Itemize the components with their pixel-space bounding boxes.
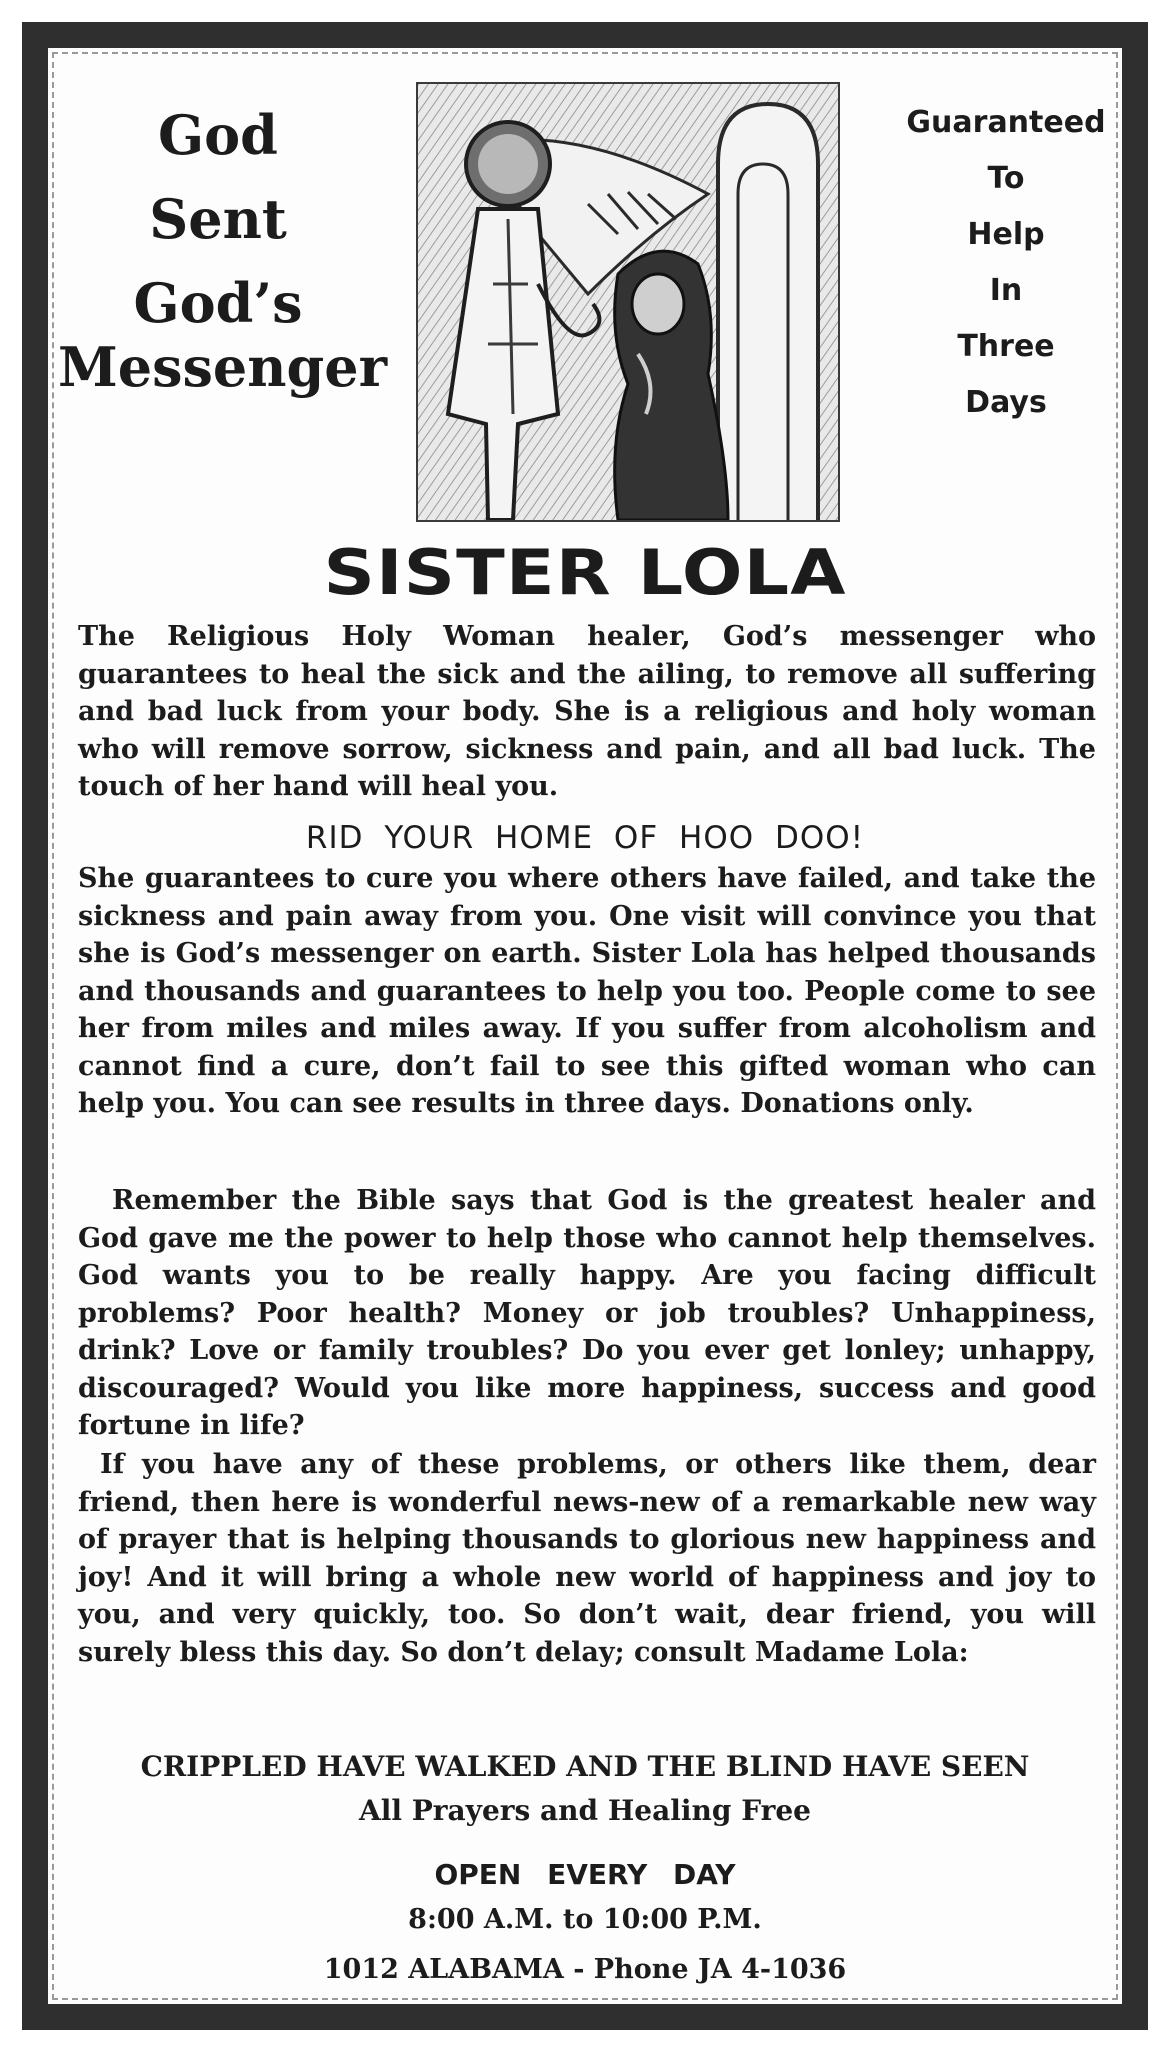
right-heading-line: In [989,273,1023,308]
problems-paragraph: If you have any of these problems, or others like them, dear friend, then here is wonderful news-new of a remarkable new way of prayer that is helping thousands to glorious new happiness and joy! And it will bring a whole new world of happiness and joy to you, and very quickly, too. So don’t wait, dear friend, you will surely bless this day. So don’t delay; consult Madame Lola: [78,1449,1096,1668]
left-heading-line: Messenger [58,335,388,399]
bible-paragraph: Remember the Bible says that God is the greatest healer and God gave me the power to help those who cannot help themselves. God wants you to be really happy. Are you facing difficult problems? Poor health? Money or job troubles? Unhappiness, drink? Love or family troubles? Do you ever get lonley; unhappy, discouraged? Would you like more happiness, success and good fortune in life? [78,1185,1096,1441]
right-heading-line: Guaranteed [906,105,1106,140]
prayers-line: All Prayers and Healing Free [358,1794,811,1827]
right-heading-line: Help [967,217,1045,252]
open-hours-heading: OPEN EVERY DAY [434,1858,736,1891]
claim-line: CRIPPLED HAVE WALKED AND THE BLIND HAVE SEEN [140,1750,1030,1783]
right-heading-line: To [987,161,1025,196]
left-heading-line: God [158,103,278,167]
guarantee-paragraph: She guarantees to cure you where others have failed, and take the sickness and pain away from you. One visit will convince you that she is God’s messenger on earth. Sister Lola has helped thousands and thousands and guarantees to help you too. People come to see her from miles and miles away. If you suffer from alcoholism and cannot find a cure, don’t fail to see this gifted woman who can help you. You can see results in three days. Donations only. [78,863,1096,1119]
right-heading-line: Three [957,329,1055,364]
ad-title: SISTER LOLA [323,536,847,609]
hours-line: 8:00 A.M. to 10:00 P.M. [408,1904,762,1935]
hoodoo-subheading: RID YOUR HOME OF HOO DOO! [305,820,865,856]
right-heading [896,105,1116,444]
left-heading-line: Sent [149,187,287,251]
left-heading [58,103,388,424]
advertisement [22,22,1148,2030]
right-heading-line: Days [965,385,1047,420]
angel-illustration [416,82,840,522]
address-phone-line: 1012 ALABAMA - Phone JA 4-1036 [323,1954,847,1985]
intro-paragraph: The Religious Holy Woman healer, God’s messenger who guarantees to heal the sick and the ailing, to remove all suffering and bad luck from your body. She is a religious and holy woman who will remove sorrow, sickness and pain, and all bad luck. The touch of her hand will heal you. [78,621,1096,802]
left-heading-line: God’s [133,271,303,335]
